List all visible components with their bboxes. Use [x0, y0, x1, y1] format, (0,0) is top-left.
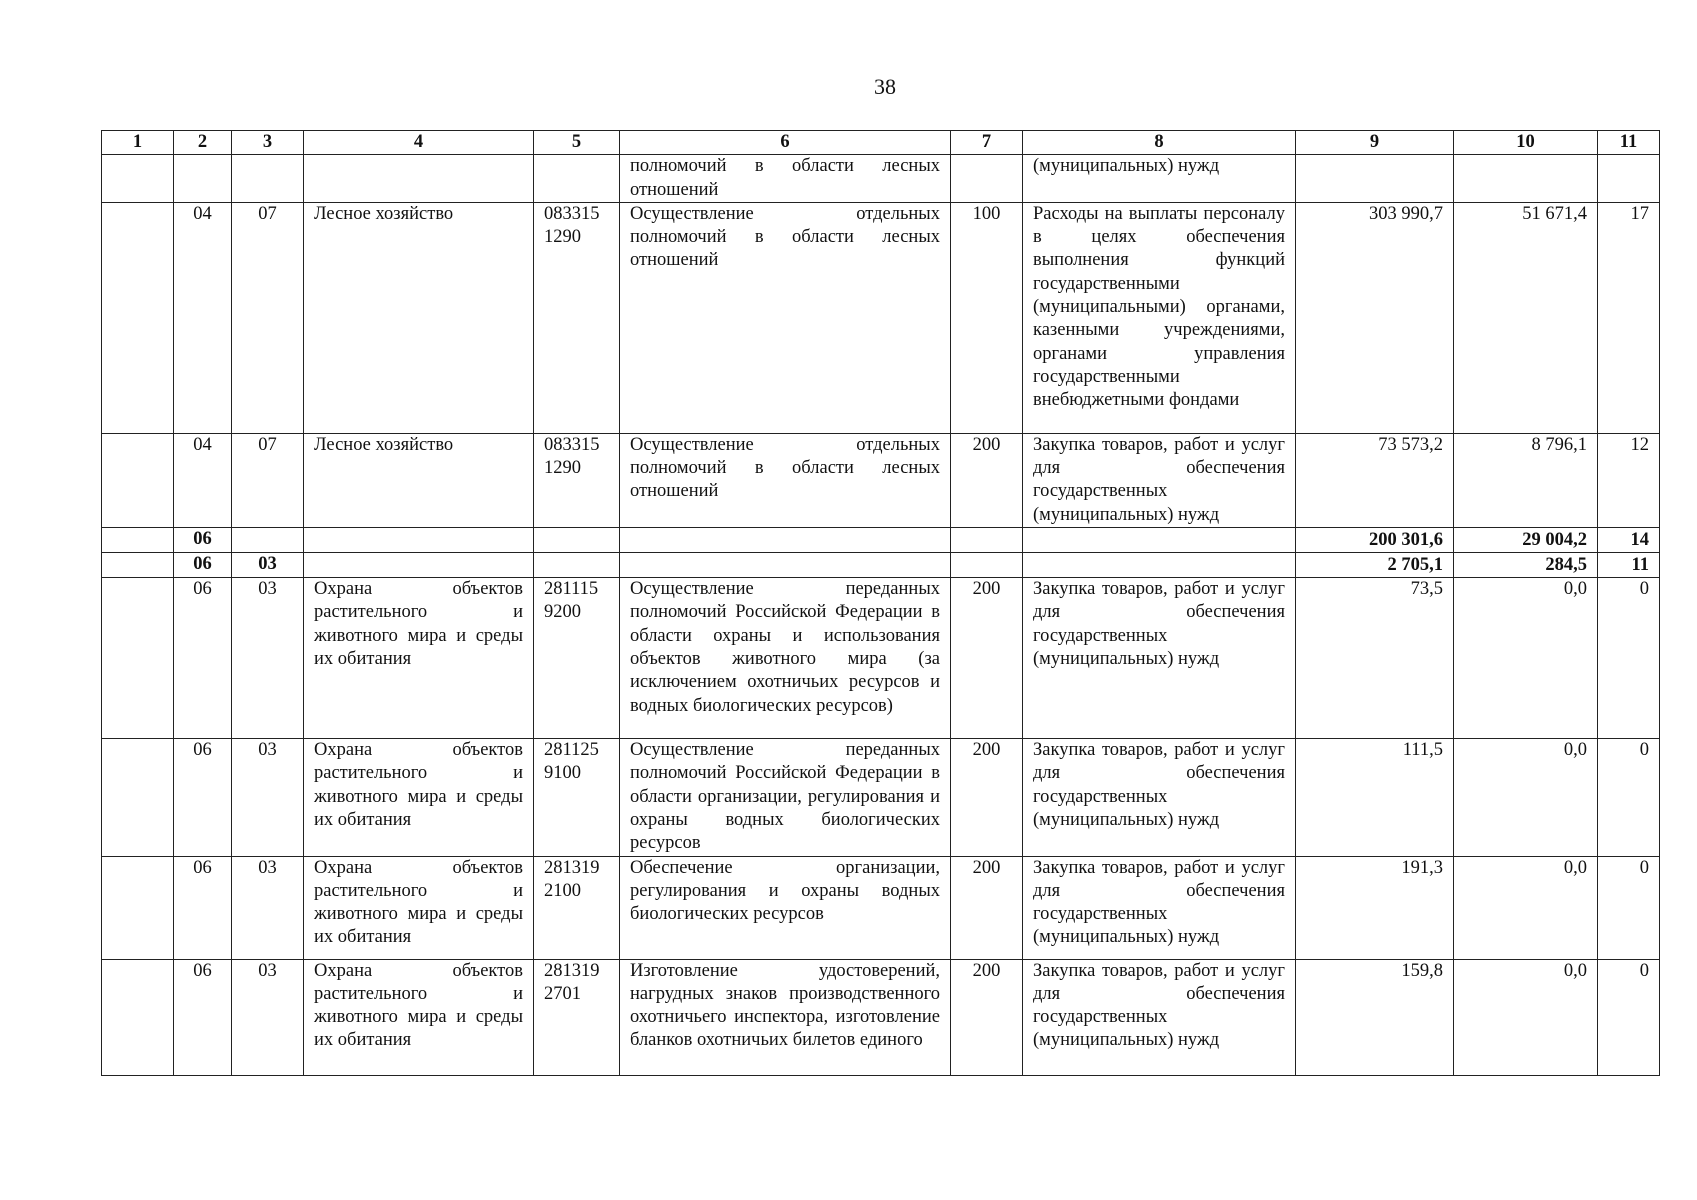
- table-cell-col-7: 100: [951, 202, 1023, 433]
- table-cell-col-6: [620, 528, 951, 553]
- table-cell-col-4: Охрана объектов растительного и животного мира и среды их обитания: [304, 856, 534, 959]
- table-cell-col-3: 07: [232, 433, 304, 527]
- table-cell-col-5: [534, 155, 620, 203]
- table-cell-col-11: 0: [1598, 959, 1660, 1075]
- table-cell-col-11: [1598, 155, 1660, 203]
- table-cell-col-3: 03: [232, 959, 304, 1075]
- budget-table: [101, 130, 1660, 1076]
- table-cell-col-6: Обеспечение организации, регулирования и охраны водных биологических ресурсов: [620, 856, 951, 959]
- column-header: 8: [1023, 131, 1296, 155]
- table-cell-col-10: 284,5: [1454, 553, 1598, 578]
- table-cell-col-2: 06: [174, 578, 232, 739]
- table-cell-col-7: 200: [951, 856, 1023, 959]
- table-cell-col-3: 03: [232, 553, 304, 578]
- table-cell-col-7: 200: [951, 739, 1023, 856]
- table-cell-col-2: 06: [174, 528, 232, 553]
- table-cell-col-9: 159,8: [1296, 959, 1454, 1075]
- table-cell-col-10: 8 796,1: [1454, 433, 1598, 527]
- table-cell-col-3: 03: [232, 739, 304, 856]
- table-cell-col-11: 0: [1598, 739, 1660, 856]
- table-cell-col-8: Закупка товаров, работ и услуг для обеспечения государственных (муниципальных) нужд: [1023, 433, 1296, 527]
- table-cell-col-4: Лесное хозяйство: [304, 433, 534, 527]
- table-cell-col-4: [304, 528, 534, 553]
- table-cell-col-5: 083315 1290: [534, 202, 620, 433]
- table-cell-col-3: 03: [232, 578, 304, 739]
- table-cell-col-7: [951, 155, 1023, 203]
- table-cell-col-10: 0,0: [1454, 739, 1598, 856]
- table-cell-col-1: [102, 739, 174, 856]
- table-cell-col-8: Закупка товаров, работ и услуг для обеспечения государственных (муниципальных) нужд: [1023, 959, 1296, 1075]
- table-cell-col-5: 281115 9200: [534, 578, 620, 739]
- subtotal-row: [102, 528, 1660, 553]
- table-cell-col-8: Закупка товаров, работ и услуг для обеспечения государственных (муниципальных) нужд: [1023, 739, 1296, 856]
- table-cell-col-3: [232, 155, 304, 203]
- table-cell-col-8: [1023, 528, 1296, 553]
- page-number: 38: [874, 74, 896, 99]
- table-cell-col-5: 281125 9100: [534, 739, 620, 856]
- table-cell-col-9: [1296, 155, 1454, 203]
- table-cell-col-3: [232, 528, 304, 553]
- table-cell-col-1: [102, 959, 174, 1075]
- table-cell-col-3: 07: [232, 202, 304, 433]
- table-cell-col-4: Лесное хозяйство: [304, 202, 534, 433]
- table-row: [102, 739, 1660, 856]
- table-cell-col-10: 51 671,4: [1454, 202, 1598, 433]
- table-cell-col-8: Закупка товаров, работ и услуг для обеспечения государственных (муниципальных) нужд: [1023, 856, 1296, 959]
- table-cell-col-4: [304, 553, 534, 578]
- table-cell-col-1: [102, 155, 174, 203]
- table-cell-col-1: [102, 528, 174, 553]
- table-cell-col-7: 200: [951, 959, 1023, 1075]
- table-cell-col-9: 2 705,1: [1296, 553, 1454, 578]
- table-cell-col-10: 0,0: [1454, 959, 1598, 1075]
- table-cell-col-10: [1454, 155, 1598, 203]
- table-cell-col-2: 06: [174, 959, 232, 1075]
- table-cell-col-9: 191,3: [1296, 856, 1454, 959]
- table-cell-col-4: Охрана объектов растительного и животного мира и среды их обитания: [304, 739, 534, 856]
- table-cell-col-11: 14: [1598, 528, 1660, 553]
- table-cell-col-1: [102, 433, 174, 527]
- column-header: 10: [1454, 131, 1598, 155]
- table-cell-col-2: 06: [174, 553, 232, 578]
- table-cell-col-1: [102, 553, 174, 578]
- table-cell-col-5: 281319 2100: [534, 856, 620, 959]
- table-cell-col-6: Осуществление отдельных полномочий в области лесных отношений: [620, 202, 951, 433]
- table-cell-col-2: 04: [174, 202, 232, 433]
- table-cell-col-6: Осуществление переданных полномочий Российской Федерации в области организации, регулирования и охраны водных биологических ресурсов: [620, 739, 951, 856]
- table-cell-col-6: Осуществление отдельных полномочий в области лесных отношений: [620, 433, 951, 527]
- table-cell-col-7: [951, 553, 1023, 578]
- table-cell-col-11: 0: [1598, 578, 1660, 739]
- column-header: 5: [534, 131, 620, 155]
- table-cell-col-8: Расходы на выплаты персоналу в целях обеспечения выполнения функций государственными (муниципальными) органами, казенными учреждениями, органами управления государственными внебюджетными фондами: [1023, 202, 1296, 433]
- table-cell-col-11: 12: [1598, 433, 1660, 527]
- table-header-row: [102, 131, 1660, 155]
- table-cell-col-8: Закупка товаров, работ и услуг для обеспечения государственных (муниципальных) нужд: [1023, 578, 1296, 739]
- table-cell-col-2: 06: [174, 739, 232, 856]
- table-cell-col-1: [102, 578, 174, 739]
- table-cell-col-10: 0,0: [1454, 856, 1598, 959]
- table-cell-col-5: [534, 553, 620, 578]
- table-cell-col-2: [174, 155, 232, 203]
- table-row: [102, 433, 1660, 527]
- table-cell-col-8: [1023, 553, 1296, 578]
- column-header: 4: [304, 131, 534, 155]
- table-cell-col-5: 281319 2701: [534, 959, 620, 1075]
- table-cell-col-7: 200: [951, 433, 1023, 527]
- table-cell-col-6: Изготовление удостоверений, нагрудных знаков производственного охотничьего инспектора, изготовление бланков охотничьих билетов единого: [620, 959, 951, 1075]
- table-cell-col-9: 303 990,7: [1296, 202, 1454, 433]
- table-cell-col-4: [304, 155, 534, 203]
- table-row: [102, 202, 1660, 433]
- table-row: [102, 856, 1660, 959]
- column-header: 2: [174, 131, 232, 155]
- table-cell-col-8: (муниципальных) нужд: [1023, 155, 1296, 203]
- column-header: 7: [951, 131, 1023, 155]
- column-header: 1: [102, 131, 174, 155]
- table-cell-col-9: 73 573,2: [1296, 433, 1454, 527]
- table-cell-col-9: 111,5: [1296, 739, 1454, 856]
- table-cell-col-6: полномочий в области лесных отношений: [620, 155, 951, 203]
- table-cell-col-5: 083315 1290: [534, 433, 620, 527]
- table-cell-col-2: 04: [174, 433, 232, 527]
- table-cell-col-5: [534, 528, 620, 553]
- subtotal-row: [102, 553, 1660, 578]
- table-cell-col-11: 17: [1598, 202, 1660, 433]
- table-cell-col-6: Осуществление переданных полномочий Российской Федерации в области охраны и использования объектов животного мира (за исключением охотничьих ресурсов и водных биологических ресурсов): [620, 578, 951, 739]
- table-cell-col-2: 06: [174, 856, 232, 959]
- table-cell-col-9: 200 301,6: [1296, 528, 1454, 553]
- table-cell-col-7: [951, 528, 1023, 553]
- table-row: [102, 578, 1660, 739]
- table-cell-col-3: 03: [232, 856, 304, 959]
- column-header: 3: [232, 131, 304, 155]
- table-cell-col-11: 0: [1598, 856, 1660, 959]
- table-cell-col-1: [102, 202, 174, 433]
- column-header: 9: [1296, 131, 1454, 155]
- table-cell-col-10: 29 004,2: [1454, 528, 1598, 553]
- table-cell-col-4: Охрана объектов растительного и животного мира и среды их обитания: [304, 959, 534, 1075]
- table-cell-col-6: [620, 553, 951, 578]
- table-cell-col-1: [102, 856, 174, 959]
- table-cell-col-4: Охрана объектов растительного и животного мира и среды их обитания: [304, 578, 534, 739]
- table-row: [102, 959, 1660, 1075]
- table-cell-col-10: 0,0: [1454, 578, 1598, 739]
- column-header: 11: [1598, 131, 1660, 155]
- table-row: [102, 155, 1660, 203]
- column-header: 6: [620, 131, 951, 155]
- table-cell-col-11: 11: [1598, 553, 1660, 578]
- table-cell-col-7: 200: [951, 578, 1023, 739]
- table-cell-col-9: 73,5: [1296, 578, 1454, 739]
